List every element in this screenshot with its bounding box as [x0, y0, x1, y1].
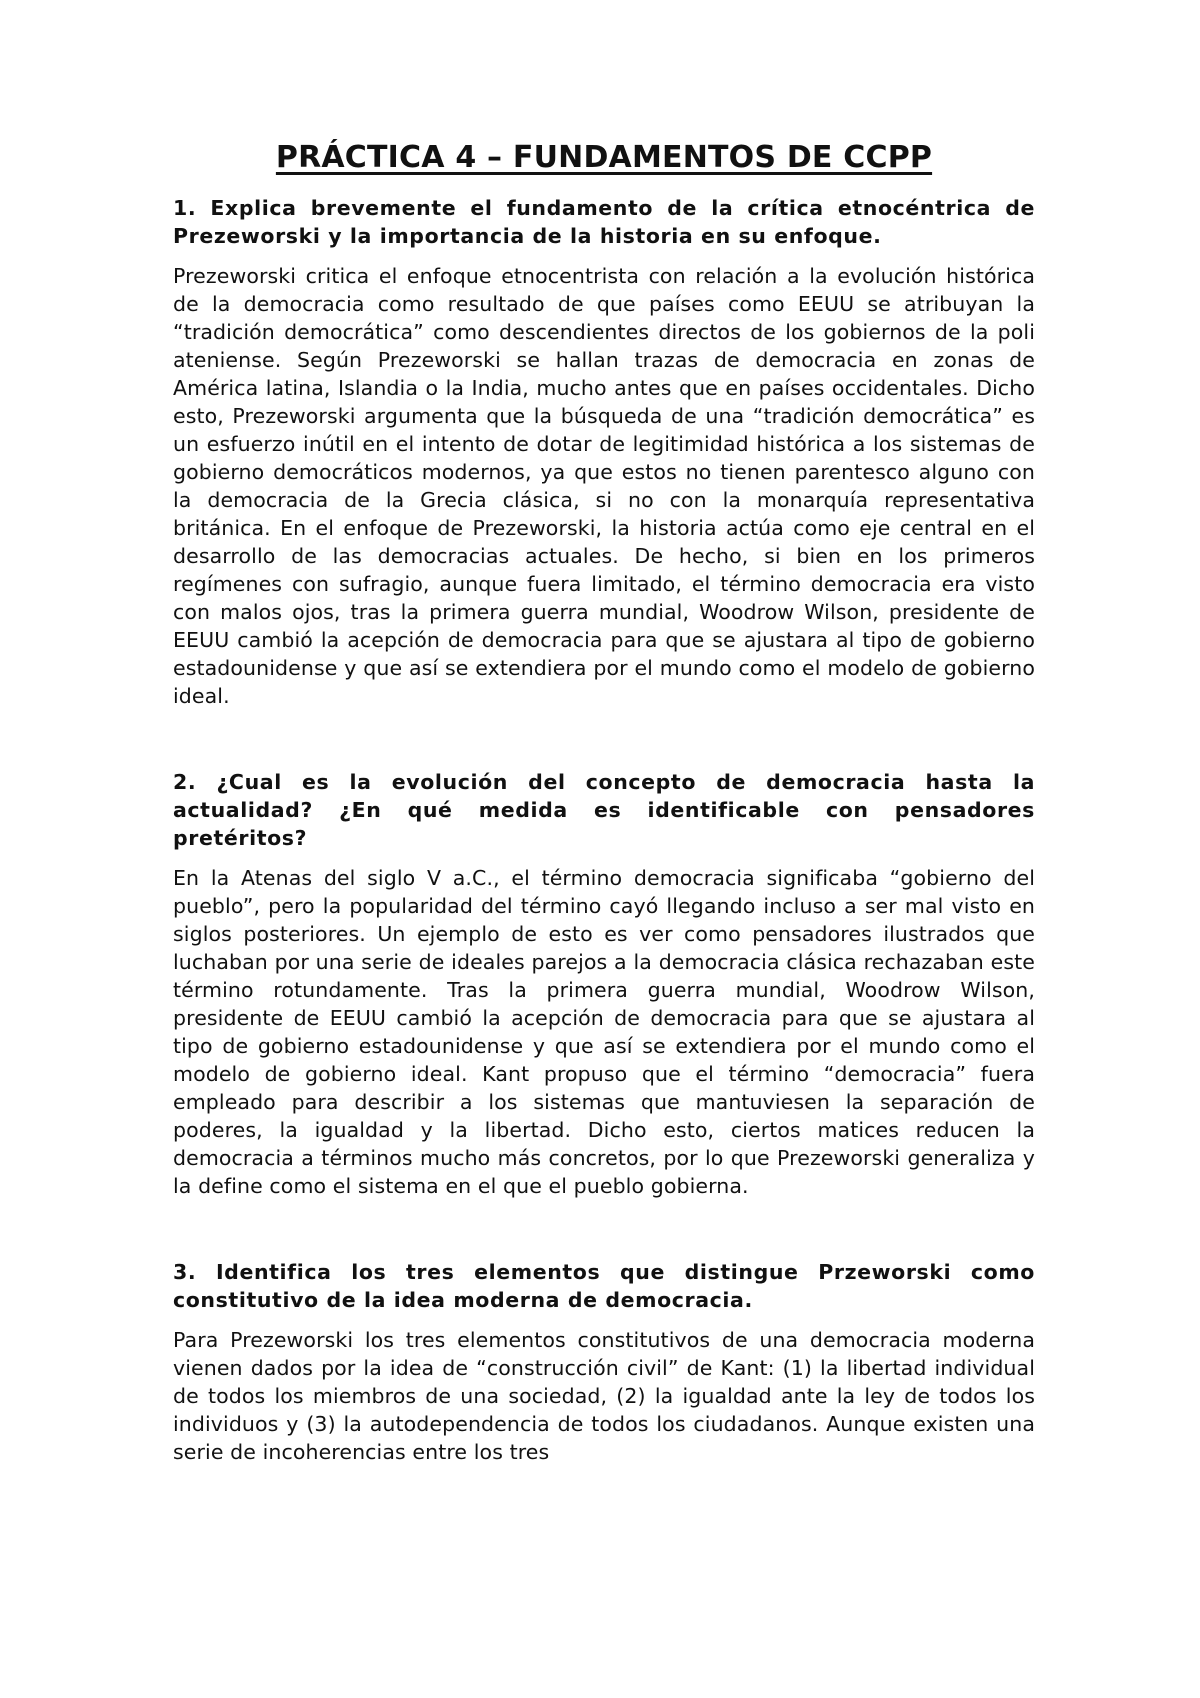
answer-3: Para Prezeworski los tres elementos constitutivos de una democracia moderna vienen dados por la idea de “construcción civil” de Kant: (1) la libertad individual de todos los miembros de una sociedad, (2) la igualdad ante la ley de todos los individuos y (3) la autodependencia de todos los ciudadanos. Aunque existen una serie de incoherencias entre los tres [173, 1328, 1035, 1464]
document-page [173, 138, 1035, 1466]
question-3: 3. Identifica los tres elementos que distingue Przeworski como constitutivo de la idea moderna de democracia. [173, 1260, 1035, 1312]
question-2: 2. ¿Cual es la evolución del concepto de democracia hasta la actualidad? ¿En qué medida es identificable con pensadores pretéritos? [173, 770, 1035, 850]
question-1: 1. Explica brevemente el fundamento de la crítica etnocéntrica de Prezeworski y la importancia de la historia en su enfoque. [173, 196, 1035, 248]
answer-2: En la Atenas del siglo V a.C., el término democracia significaba “gobierno del pueblo”, pero la popularidad del término cayó llegando incluso a ser mal visto en siglos posteriores. Un ejemplo de esto es ver como pensadores ilustrados que luchaban por una serie de ideales parejos a la democracia clásica rechazaban este término rotundamente. Tras la primera guerra mundial, Woodrow Wilson, presidente de EEUU cambió la acepción de democracia para que se ajustara al tipo de gobierno estadounidense y que así se extendiera por el mundo como el modelo de gobierno ideal. Kant propuso que el término “democracia” fuera empleado para describir a los sistemas que mantuviesen la separación de poderes, la igualdad y la libertad. Dicho esto, ciertos matices reducen la democracia a términos mucho más concretos, por lo que Prezeworski generaliza y la define como el sistema en el que el pueblo gobierna. [173, 866, 1035, 1198]
answer-1: Prezeworski critica el enfoque etnocentrista con relación a la evolución histórica de la democracia como resultado de que países como EEUU se atribuyan la “tradición democrática” como descendientes directos de los gobiernos de la poli ateniense. Según Prezeworski se hallan trazas de democracia en zonas de América latina, Islandia o la India, mucho antes que en países occidentales. Dicho esto, Prezeworski argumenta que la búsqueda de una “tradición democrática” es un esfuerzo inútil en el intento de dotar de legitimidad histórica a los sistemas de gobierno democráticos modernos, ya que estos no tienen parentesco alguno con la democracia de la Grecia clásica, si no con la monarquía representativa británica. En el enfoque de Prezeworski, la historia actúa como eje central en el desarrollo de las democracias actuales. De hecho, si bien en los primeros regímenes con sufragio, aunque fuera limitado, el término democracia era visto con malos ojos, tras la primera guerra mundial, Woodrow Wilson, presidente de EEUU cambió la acepción de democracia para que se ajustara al tipo de gobierno estadounidense y que así se extendiera por el mundo como el modelo de gobierno ideal. [173, 264, 1035, 708]
page-title: PRÁCTICA 4 – FUNDAMENTOS DE CCPP [275, 140, 933, 175]
section-2 [173, 768, 1035, 1200]
section-1 [173, 194, 1035, 710]
section-3 [173, 1258, 1035, 1466]
